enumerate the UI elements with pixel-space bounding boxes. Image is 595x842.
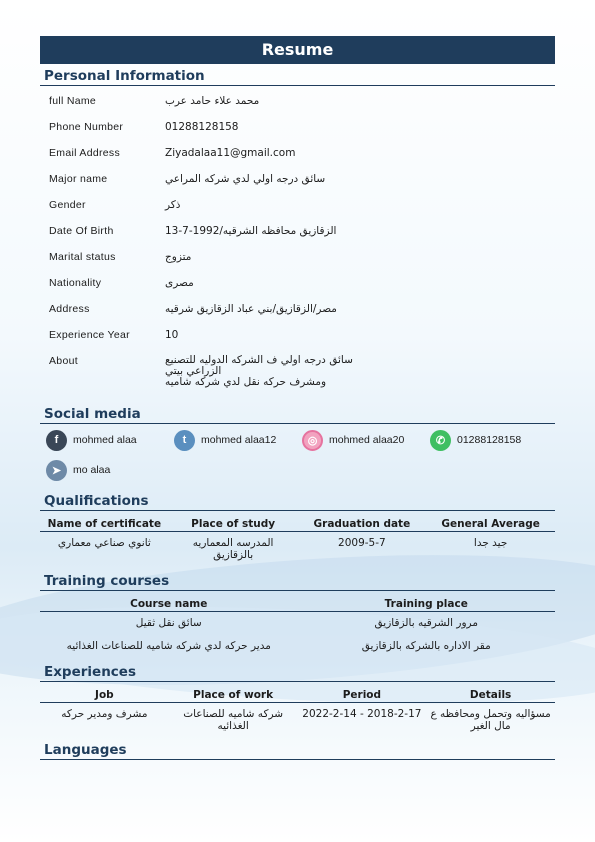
social-handle: 01288128158 — [457, 434, 522, 446]
info-label: Experience Year — [49, 329, 130, 341]
info-value: مصرى — [165, 277, 194, 289]
table-cell: مدير حركه لدي شركه شاميه للصناعات الغذائيه — [66, 640, 271, 652]
info-value: Ziyadalaa11@gmail.com — [165, 147, 296, 159]
training-table — [40, 595, 555, 658]
table-cell: المدرسه المعماريه بالزقازيق — [192, 537, 274, 561]
experiences-heading: Experiences — [40, 664, 555, 682]
info-value: 01288128158 — [165, 121, 239, 133]
info-row-experience — [40, 324, 555, 350]
table-cell: مرور الشرقيه بالزقازيق — [374, 617, 478, 629]
info-label: About — [49, 355, 78, 367]
about-text — [165, 355, 405, 388]
column-header: Place of study — [191, 518, 276, 530]
table-row — [40, 612, 555, 636]
table-header-row — [40, 595, 555, 612]
social-item-facebook[interactable] — [46, 429, 174, 451]
social-handle: mo alaa — [73, 464, 111, 476]
column-header: Period — [342, 689, 382, 701]
info-row-major — [40, 168, 555, 194]
table-cell: ثانوي صناعي معماري — [57, 537, 151, 549]
column-header: General Average — [441, 518, 540, 530]
social-handle: mohmed alaa20 — [329, 434, 405, 446]
info-row-birth — [40, 220, 555, 246]
column-header: Graduation date — [313, 518, 411, 530]
info-row-marital — [40, 246, 555, 272]
social-item-telegram[interactable] — [46, 459, 174, 481]
info-label: Address — [49, 303, 90, 315]
info-value: مصر/الزقازيق/بني عباد الزقازيق شرقيه — [165, 303, 337, 315]
info-label: Nationality — [49, 277, 102, 289]
social-item-whatsapp[interactable] — [430, 429, 540, 451]
info-label: full Name — [49, 95, 97, 107]
table-cell: سائق نقل ثقيل — [135, 617, 202, 629]
personal-info-list — [40, 90, 555, 402]
personal-info-heading: Personal Information — [40, 68, 555, 86]
info-value: ذكر — [165, 199, 181, 211]
info-row-nationality — [40, 272, 555, 298]
social-media-list — [40, 429, 555, 489]
about-line: سائق درجه اولي ف الشركه الدوليه للتصنيع — [165, 354, 353, 366]
table-cell: 2018-2-17 - 2022-2-14 — [302, 708, 422, 720]
column-header: Job — [95, 689, 114, 701]
social-media-heading: Social media — [40, 406, 555, 424]
info-row-full-name — [40, 90, 555, 116]
column-header: Name of certificate — [47, 518, 162, 530]
info-label: Marital status — [49, 251, 116, 263]
info-value: محمد علاء حامد عرب — [165, 95, 260, 107]
table-cell: جيد جدا — [473, 537, 508, 549]
social-item-twitter[interactable] — [174, 429, 302, 451]
info-label: Email Address — [49, 147, 121, 159]
table-cell: شركه شاميه للصناعات الغذائيه — [183, 708, 284, 732]
table-row — [40, 532, 555, 566]
info-label: Date Of Birth — [49, 225, 114, 237]
info-label: Gender — [49, 199, 86, 211]
info-row-phone — [40, 116, 555, 142]
telegram-icon: ➤ — [46, 460, 67, 481]
qualifications-heading: Qualifications — [40, 493, 555, 511]
info-row-gender — [40, 194, 555, 220]
column-header: Details — [469, 689, 512, 701]
table-header-row — [40, 515, 555, 532]
info-value: متزوج — [165, 251, 192, 263]
languages-heading: Languages — [40, 742, 555, 760]
qualifications-table — [40, 515, 555, 565]
column-header: Training place — [384, 598, 468, 610]
table-cell: 2009-5-7 — [338, 537, 386, 549]
table-row — [40, 635, 555, 658]
column-header: Place of work — [193, 689, 274, 701]
info-row-email — [40, 142, 555, 168]
table-cell: مشرف ومدير حركه — [61, 708, 148, 720]
about-line: ومشرف حركه نقل لدي شركه شاميه — [165, 376, 327, 388]
experiences-table — [40, 686, 555, 736]
info-label: Phone Number — [49, 121, 124, 133]
info-row-about — [40, 350, 555, 402]
table-row — [40, 703, 555, 737]
social-item-instagram[interactable] — [302, 429, 430, 451]
instagram-icon: ◎ — [302, 430, 323, 451]
table-cell: مسؤاليه وتحمل ومحافظه ع مال الغير — [430, 708, 551, 732]
whatsapp-icon: ✆ — [430, 430, 451, 451]
info-value: سائق درجه اولي لدي شركه المراعي — [165, 173, 326, 185]
info-value: الزقازيق محافظه الشرقيه/1992-7-13 — [165, 225, 337, 237]
twitter-icon: t — [174, 430, 195, 451]
table-cell: مقر الاداره بالشركه بالزقازيق — [361, 640, 491, 652]
info-row-address — [40, 298, 555, 324]
table-header-row — [40, 686, 555, 703]
training-heading: Training courses — [40, 573, 555, 591]
info-value: 10 — [165, 329, 179, 341]
social-handle: mohmed alaa — [73, 434, 137, 446]
resume-page — [40, 36, 555, 760]
about-line: الزراعي بيتي — [165, 365, 222, 377]
social-handle: mohmed alaa12 — [201, 434, 277, 446]
facebook-icon: f — [46, 430, 67, 451]
info-label: Major name — [49, 173, 108, 185]
column-header: Course name — [130, 598, 208, 610]
resume-title: Resume — [40, 36, 555, 64]
